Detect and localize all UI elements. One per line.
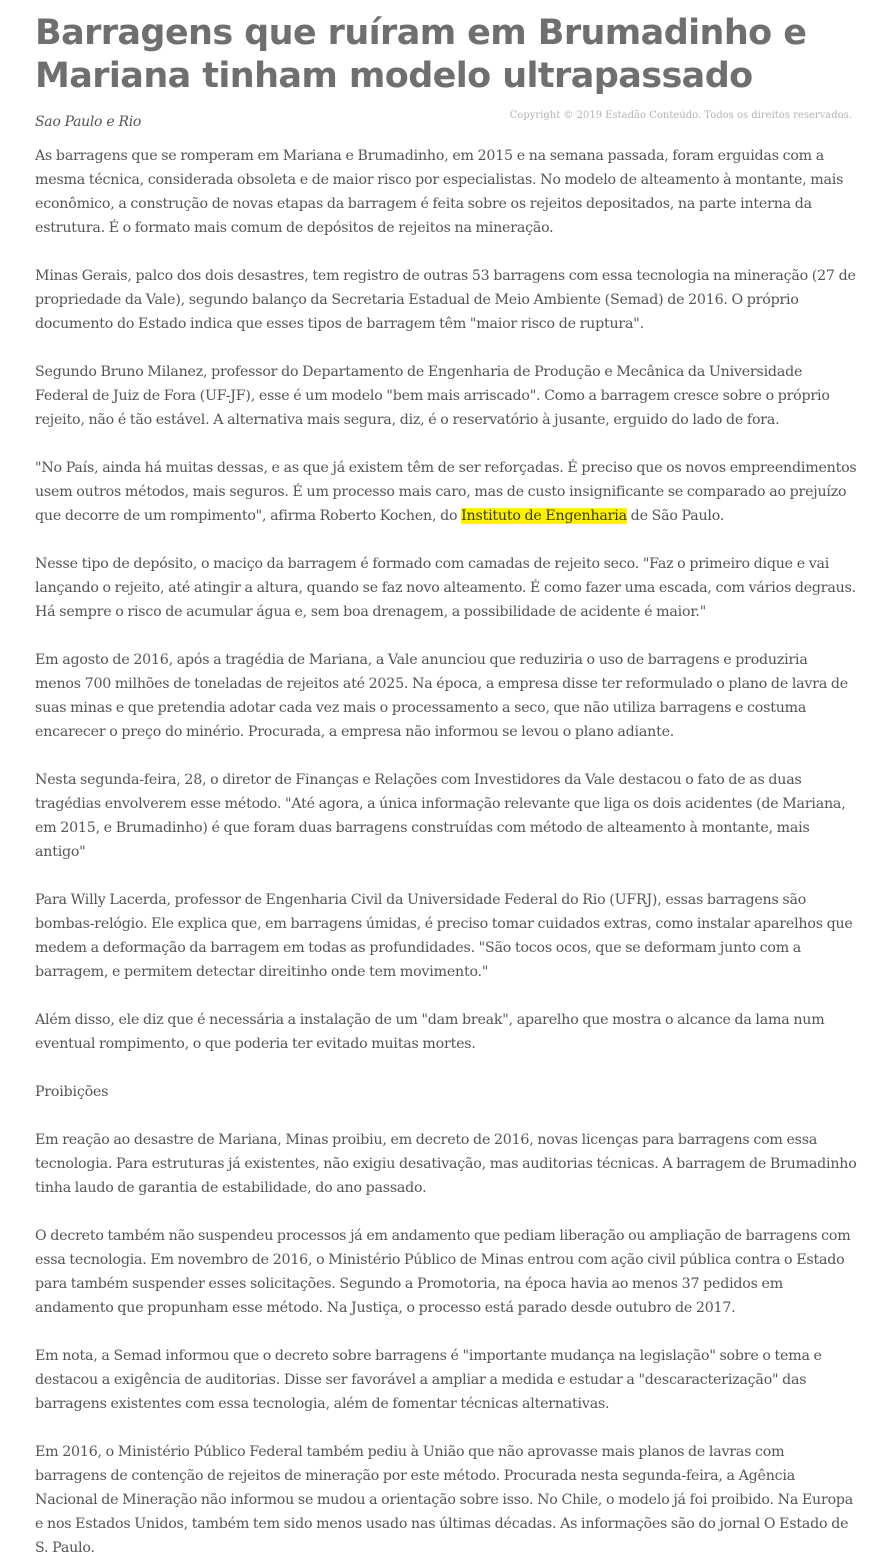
article-meta: [35, 110, 896, 144]
paragraph: Em reação ao desastre de Mariana, Minas proibiu, em decreto de 2016, novas licenças para barragens com essa tecnologia. Para estruturas já existentes, não exigiu desativação, mas auditorias técnicas. A barragem de Brumadinho tinha laudo de garantia de estabilidade, do ano passado.: [35, 1132, 857, 1196]
article-body: [35, 144, 857, 1560]
paragraph: Além disso, ele diz que é necessária a instalação de um "dam break", aparelho que mostra o alcance da lama num eventual rompimento, o que poderia ter evitado muitas mortes.: [35, 1012, 825, 1052]
paragraph-text: "No País, ainda há muitas dessas, e as que já existem têm de ser reforçadas. É preciso que os novos empreendimentos usem outros métodos, mais seguros. É um processo mais caro, mas de custo insignificante se comparado ao prejuízo que decorre de um rompimento", afirma Roberto Kochen, do: [35, 460, 857, 524]
copyright-notice: Copyright © 2019 Estadão Conteúdo. Todos os direitos reservados.: [509, 110, 852, 121]
byline: Sao Paulo e Rio: [35, 114, 142, 130]
paragraph: Em agosto de 2016, após a tragédia de Mariana, a Vale anunciou que reduziria o uso de barragens e produziria menos 700 milhões de toneladas de rejeitos até 2025. Na época, a empresa disse ter reformulado o plano de lavra de suas minas e que pretendia adotar cada vez mais o processamento a seco, que não utiliza barragens e costuma encarecer o preço do minério. Procurada, a empresa não informou se levou o plano adiante.: [35, 652, 848, 740]
highlighted-link[interactable]: Instituto de Engenharia: [461, 508, 627, 524]
paragraph: Para Willy Lacerda, professor de Engenharia Civil da Universidade Federal do Rio (UFRJ), essas barragens são bombas-relógio. Ele explica que, em barragens úmidas, é preciso tomar cuidados extras, como instalar aparelhos que medem a deformação da barragem em todas as profundidades. "São tocos ocos, que se deformam junto com a barragem, e permitem detectar direitinho onde tem movimento.": [35, 892, 853, 980]
paragraph: Nesta segunda-feira, 28, o diretor de Finanças e Relações com Investidores da Vale destacou o fato de as duas tragédias envolverem esse método. "Até agora, a única informação relevante que liga os dois acidentes (de Mariana, em 2015, e Brumadinho) é que foram duas barragens construídas com método de alteamento à montante, mais antigo": [35, 772, 846, 860]
paragraph: O decreto também não suspendeu processos já em andamento que pediam liberação ou ampliação de barragens com essa tecnologia. Em novembro de 2016, o Ministério Público de Minas entrou com ação civil pública contra o Estado para também suspender esses solicitações. Segundo a Promotoria, na época havia ao menos 37 pedidos em andamento que propunham esse método. Na Justiça, o processo está parado desde outubro de 2017.: [35, 1228, 851, 1316]
article-title: Barragens que ruíram em Brumadinho e Mariana tinham modelo ultrapassado: [35, 13, 807, 96]
paragraph: Em nota, a Semad informou que o decreto sobre barragens é "importante mudança na legislação" sobre o tema e destacou a exigência de auditorias. Disse ser favorável a ampliar a medida e estudar a "descaracterização" das barragens existentes com essa tecnologia, além de fomentar técnicas alternativas.: [35, 1348, 822, 1412]
paragraph: Nesse tipo de depósito, o maciço da barragem é formado com camadas de rejeito seco. "Faz o primeiro dique e vai lançando o rejeito, até atingir a altura, quando se faz novo alteamento. É como fazer uma escada, com vários degraus. Há sempre o risco de acumular água e, sem boa drenagem, a possibilidade de acidente é maior.": [35, 556, 856, 620]
paragraph: As barragens que se romperam em Mariana e Brumadinho, em 2015 e na semana passada, foram erguidas com a mesma técnica, considerada obsoleta e de maior risco por especialistas. No modelo de alteamento à montante, mais econômico, a construção de novas etapas da barragem é feita sobre os rejeitos depositados, na parte interna da estrutura. É o formato mais comum de depósitos de rejeitos na mineração.: [35, 148, 844, 236]
paragraph: Segundo Bruno Milanez, professor do Departamento de Engenharia de Produção e Mecânica da Universidade Federal de Juiz de Fora (UF-JF), esse é um modelo "bem mais arriscado". Como a barragem cresce sobre o próprio rejeito, não é tão estável. A alternativa mais segura, diz, é o reservatório à jusante, erguido do lado de fora.: [35, 364, 830, 428]
section-subheading: Proibições: [35, 1084, 109, 1100]
paragraph-text: de São Paulo.: [626, 508, 725, 524]
paragraph: Em 2016, o Ministério Público Federal também pediu à União que não aprovasse mais planos de lavras com barragens de contenção de rejeitos de mineração por este método. Procurada nesta segunda-feira, a Agência Nacional de Mineração não informou se mudou a orientação sobre isso. No Chile, o modelo já foi proibido. Na Europa e nos Estados Unidos, também tem sido menos usado nas últimas décadas. As informações são do jornal O Estado de S. Paulo.: [35, 1444, 854, 1556]
paragraph: [35, 456, 857, 528]
paragraph: Minas Gerais, palco dos dois desastres, tem registro de outras 53 barragens com essa tecnologia na mineração (27 de propriedade da Vale), segundo balanço da Secretaria Estadual de Meio Ambiente (Semad) de 2016. O próprio documento do Estado indica que esses tipos de barragem têm "maior risco de ruptura".: [35, 268, 856, 332]
